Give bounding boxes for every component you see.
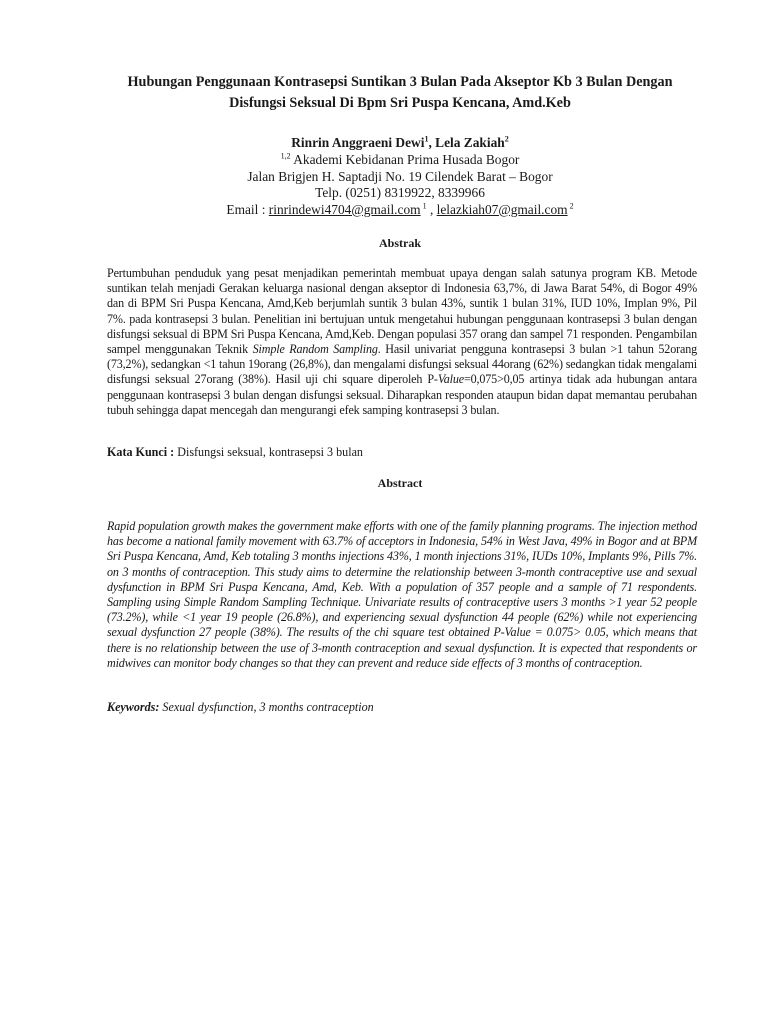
author-separator: , bbox=[428, 135, 436, 150]
phone-line: Telp. (0251) 8319922, 8339966 bbox=[315, 185, 485, 200]
institution-name: Akademi Kebidanan Prima Husada Bogor bbox=[290, 152, 520, 167]
keywords-line bbox=[107, 700, 697, 715]
abstrak-italic-term: Simple Random Sampling bbox=[252, 342, 378, 357]
email-marker: 2 bbox=[567, 201, 574, 211]
author-list bbox=[90, 134, 710, 152]
email-link[interactable]: lelazkiah07@gmail.com bbox=[436, 201, 568, 217]
author-affiliation-marker: 1 bbox=[424, 134, 429, 144]
author-affiliation-marker: 2 bbox=[504, 134, 509, 144]
keywords-label: Keywords: bbox=[107, 700, 160, 714]
paper-title bbox=[90, 72, 710, 114]
abstrak-text: =0,075>0,05 artinya tidak ada hubungan antara penggunaan kontrasepsi 3 bulan dengan disfungsi seksual. Diharapkan responden ataupun bidan dapat memantau perubahan tubuh sehingga dapat mencegah dan mengurangi efek samping kontrasepsi 3 bulan. bbox=[107, 372, 697, 417]
title-line-1: Hubungan Penggunaan Kontrasepsi Suntikan 3 Bulan Pada Akseptor Kb 3 Bulan Dengan bbox=[127, 74, 673, 90]
email-marker: 1 bbox=[420, 201, 427, 211]
email-label: Email : bbox=[226, 201, 269, 217]
email-link[interactable]: rinrindewi4704@gmail.com bbox=[268, 201, 421, 217]
keywords-text: Sexual dysfunction, 3 months contraception bbox=[159, 700, 374, 714]
abstrak-text: Pertumbuhan penduduk yang pesat menjadikan pemerintah membuat upaya dengan salah satunya program KB. Metode suntikan telah menjadi Gerakan keluarga nasional dengan akseptor di Indonesia 63,7%, di Jawa Barat 54%, di Bogor 49% dan di BPM Sri Puspa Kencana, Amd,Keb berjumlah suntik 3 bulan 43%, suntik 1 bulan 31%, IUD 10%, Implan 9%, Pil 7%. pada kontrasepsi 3 bulan. Penelitian ini bertujuan untuk mengetahui hubungan penggunaan kontrasepsi 3 bulan dengan disfungsi seksual di BPM Sri Puspa Kencana, Amd,Keb. Dengan populasi 357 orang dan sampel 71 responden. Pengambilan sampel menggunakan Teknik bbox=[107, 266, 697, 357]
author-name: Rinrin Anggraeni Dewi bbox=[291, 135, 425, 150]
email-line bbox=[90, 202, 710, 219]
kata-kunci-label: Kata Kunci : bbox=[107, 445, 175, 459]
abstract-paragraph: Rapid population growth makes the government make efforts with one of the family planning programs. The injection method has become a national family movement with 63.7% of acceptors in Indonesia, 54% in West Java, 49% in Bogor and at BPM Sri Puspa Kencana, Amd, Keb totaling 3 months injections 43%, 1 month injections 31%, IUDs 10%, Implants 9%, Pills 7%. on 3 months of contraception. This study aims to determine the relationship between 3-month contraceptive use and sexual dysfunction in BPM Sri Puspa Kencana, Amd, Keb. With a population of 357 people and a sample of 71 respondents. Sampling using Simple Random Sampling Technique. Univariate results of contraceptive users 3 months >1 year 52 people (73.2%), while <1 year 19 people (26.8%), and experiencing sexual dysfunction 44 people (62%) while not experiencing sexual dysfunction 27 people (38%). The results of the chi square test obtained P-Value = 0.075> 0.05, which means that there is no relationship between the use of 3-month contraception and sexual dysfunction. It is expected that respondents or midwives can monitor body changes so that they can prevent and reduce side effects of 3 months of contraception. bbox=[107, 519, 697, 670]
kata-kunci-line bbox=[107, 445, 697, 460]
abstrak-paragraph bbox=[107, 266, 697, 418]
affiliation-block bbox=[90, 152, 710, 218]
email-separator: , bbox=[426, 201, 437, 217]
abstract-heading: Abstract bbox=[377, 476, 423, 490]
abstrak-text: . Hasil univariat pengguna kontrasepsi 3 bulan >1 tahun 52orang (73,2%), sedangkan <1 tahun 19orang (26,8%), dan mengalami disfungsi seksual 44orang (62%) sedangkan tidak mengalami disfungsi seksual 27orang (38%). Hasil uji chi square diperoleh P- bbox=[107, 342, 697, 387]
abstrak-heading: Abstrak bbox=[378, 236, 421, 250]
institution-line bbox=[90, 152, 710, 169]
kata-kunci-text: Disfungsi seksual, kontrasepsi 3 bulan bbox=[174, 445, 363, 459]
abstrak-italic-term: Value bbox=[437, 372, 464, 387]
address-line: Jalan Brigjen H. Saptadji No. 19 Cilendek Barat – Bogor bbox=[247, 168, 553, 184]
author-name: Lela Zakiah bbox=[435, 135, 505, 150]
title-line-2: Disfungsi Seksual Di Bpm Sri Puspa Kencana, Amd.Keb bbox=[229, 95, 571, 111]
affiliation-marker: 1,2 bbox=[280, 151, 291, 161]
